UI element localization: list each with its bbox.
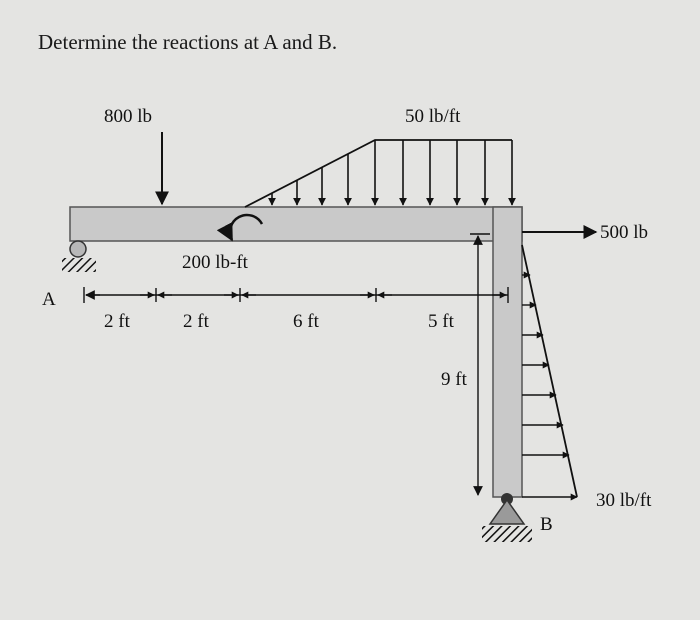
dim-label-vertical: 9 ft	[441, 369, 467, 390]
horizontal-dimensions	[84, 287, 508, 303]
dim-label-4: 5 ft	[428, 311, 454, 332]
distributed-load	[245, 140, 512, 207]
point-load-label: 800 lb	[104, 106, 153, 127]
distributed-load-label: 50 lb/ft	[405, 106, 461, 127]
moment-label: 200 lb-ft	[182, 252, 248, 273]
triangular-load-label: 30 lb/ft	[596, 490, 652, 511]
problem-statement: Determine the reactions at A and B.	[38, 30, 338, 54]
dim-label-2: 2 ft	[183, 311, 209, 332]
support-b-label: B	[540, 514, 553, 535]
vertical-dimension	[470, 234, 490, 495]
dim-label-1: 2 ft	[104, 311, 130, 332]
horizontal-load-label: 500 lb	[600, 222, 649, 243]
triangular-load	[522, 245, 577, 497]
support-a-label: A	[42, 289, 56, 310]
support-b	[482, 493, 532, 542]
support-a	[62, 241, 96, 272]
dim-label-3: 6 ft	[293, 311, 319, 332]
l-beam	[70, 207, 522, 497]
